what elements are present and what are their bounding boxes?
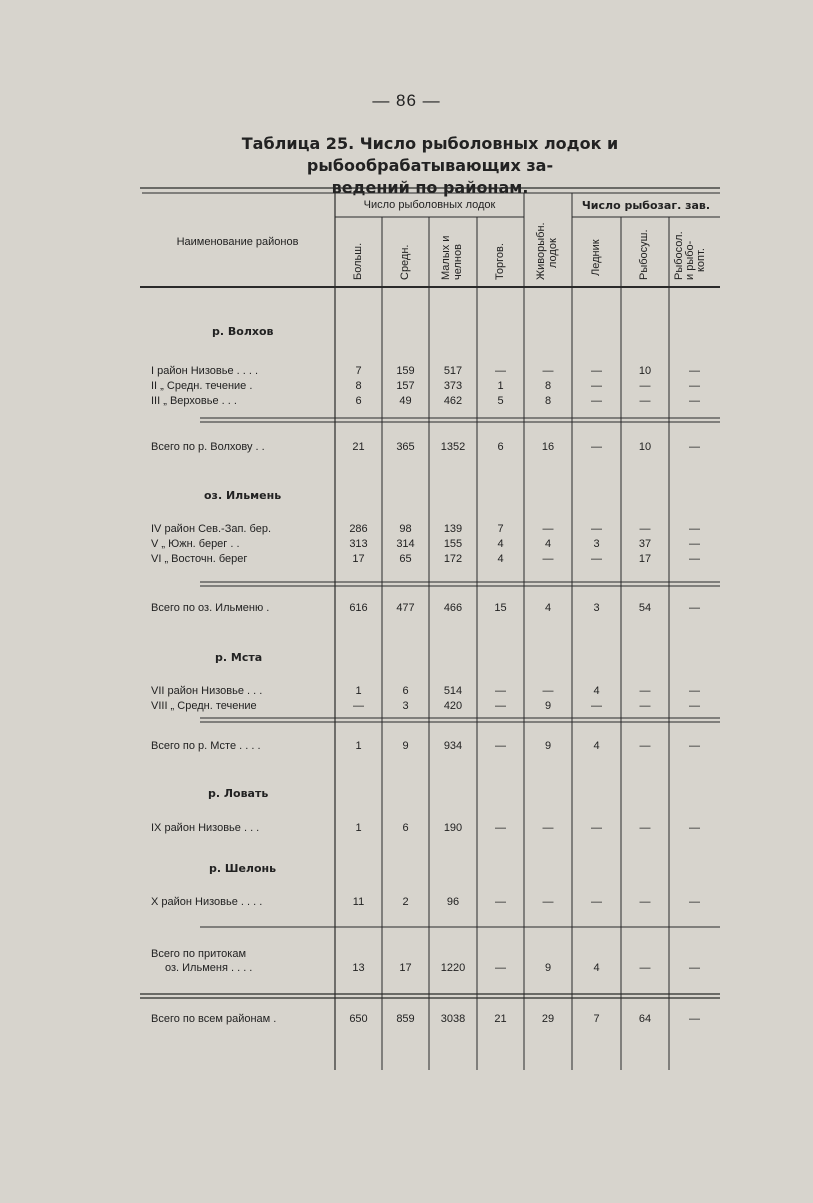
- header-group-plants: Число рыбозаг. зав.: [581, 199, 711, 212]
- header-col-sredn: Средн.: [399, 244, 411, 280]
- header-col-zhivo-2: лодок: [547, 238, 559, 268]
- cell-r4-col-5: —: [542, 523, 554, 535]
- section-shelon: р. Шелонь: [209, 862, 277, 875]
- cell-t2-col-4: 15: [494, 602, 507, 614]
- cell-r9-col-8: —: [689, 822, 700, 834]
- cell-t3-col-3: 934: [443, 740, 463, 752]
- cell-r7-col-6: 4: [593, 685, 600, 697]
- cell-t4-col-5: 9: [544, 962, 552, 974]
- cell-t4-col-7: —: [639, 962, 651, 974]
- cell-t2-col-7: 54: [638, 602, 652, 614]
- header-col-bolsh: Больш.: [352, 242, 364, 280]
- cell-r3-col-5: 8: [544, 395, 552, 407]
- cell-r5-col-7: 37: [638, 538, 652, 550]
- cell-r9-col-2: 6: [402, 822, 409, 834]
- cell-t3-col-4: —: [495, 740, 506, 752]
- row-label-r8: VIII „ Средн. течение: [151, 700, 257, 712]
- cell-r9-col-4: —: [495, 822, 506, 834]
- cell-t4-col-2: 17: [399, 962, 412, 974]
- cell-t1-col-3: 1352: [440, 441, 466, 453]
- row-label-t5: Всего по всем районам .: [151, 1013, 277, 1025]
- cell-r1-col-7: 10: [638, 365, 652, 377]
- cell-t1-col-6: —: [591, 441, 602, 453]
- cell-r10-col-3: 96: [446, 896, 460, 908]
- section-volkhov: р. Волхов: [212, 325, 274, 338]
- cell-t5-col-6: 7: [593, 1013, 600, 1025]
- header-col-torg: Торгов.: [494, 243, 506, 280]
- cell-r7-col-1: 1: [355, 685, 362, 697]
- cell-t1-col-1: 21: [352, 441, 365, 453]
- cell-r10-col-7: —: [639, 896, 651, 908]
- section-ilmen: оз. Ильмень: [204, 489, 282, 502]
- row-label-t2: Всего по оз. Ильменю .: [151, 602, 270, 614]
- cell-r2-col-5: 8: [544, 380, 552, 392]
- cell-r8-col-6: —: [591, 700, 602, 712]
- cell-r4-col-3: 139: [443, 523, 463, 535]
- cell-r3-col-8: —: [689, 395, 700, 407]
- cell-r10-col-1: 11: [352, 896, 365, 908]
- cell-t4-col-6: 4: [593, 962, 600, 974]
- row-label-r2: II „ Средн. течение .: [151, 380, 253, 392]
- cell-r7-col-5: —: [542, 685, 554, 697]
- cell-t3-col-5: 9: [544, 740, 552, 752]
- cell-t3-col-8: —: [689, 740, 700, 752]
- cell-t5-col-5: 29: [541, 1013, 555, 1025]
- row-label-r4: IV район Сев.-Зап. бер.: [151, 523, 272, 535]
- cell-r2-col-8: —: [689, 380, 700, 392]
- row-label-r6: VI „ Восточн. берег: [151, 553, 248, 565]
- cell-r7-col-3: 514: [443, 685, 463, 697]
- cell-r6-col-6: —: [591, 553, 602, 565]
- cell-t4-col-1: 13: [352, 962, 365, 974]
- cell-r8-col-4: —: [495, 700, 506, 712]
- cell-r3-col-1: 6: [355, 395, 362, 407]
- cell-r6-col-3: 172: [443, 553, 463, 565]
- header-col-lednik: Ледник: [590, 239, 602, 276]
- cell-t3-col-1: 1: [355, 740, 362, 752]
- cell-t5-col-1: 650: [349, 1013, 368, 1025]
- cell-r6-col-2: 65: [399, 553, 412, 565]
- cell-r10-col-6: —: [591, 896, 602, 908]
- cell-t5-col-3: 3038: [440, 1013, 466, 1025]
- cell-t1-col-5: 16: [541, 441, 555, 453]
- header-col-ryboso-1: Рыбосол.: [673, 231, 685, 280]
- cell-r7-col-7: —: [639, 685, 651, 697]
- row-label-t4-line-1: Всего по притокам: [151, 948, 247, 960]
- cell-r10-col-5: —: [542, 896, 554, 908]
- cell-r9-col-6: —: [591, 822, 602, 834]
- cell-r8-col-5: 9: [544, 700, 552, 712]
- cell-r7-col-8: —: [689, 685, 700, 697]
- cell-r5-col-6: 3: [593, 538, 600, 550]
- cell-r9-col-1: 1: [355, 822, 362, 834]
- header-group-boats: Число рыболовных лодок: [363, 199, 496, 211]
- cell-t5-col-8: —: [689, 1013, 700, 1025]
- cell-t1-col-4: 6: [497, 441, 504, 453]
- cell-r10-col-4: —: [495, 896, 506, 908]
- cell-t2-col-6: 3: [593, 602, 600, 614]
- cell-r3-col-6: —: [591, 395, 602, 407]
- cell-t1-col-2: 365: [396, 441, 415, 453]
- cell-r4-col-8: —: [689, 523, 700, 535]
- cell-r5-col-2: 314: [396, 538, 415, 550]
- cell-t4-col-8: —: [689, 962, 700, 974]
- page-number: — 86 —: [372, 91, 441, 110]
- cell-r4-col-6: —: [591, 523, 602, 535]
- cell-r3-col-4: 5: [497, 395, 504, 407]
- cell-r2-col-7: —: [639, 380, 651, 392]
- cell-r8-col-1: —: [353, 700, 364, 712]
- cell-r4-col-1: 286: [349, 523, 368, 535]
- cell-t2-col-1: 616: [349, 602, 368, 614]
- cell-r5-col-5: 4: [544, 538, 552, 550]
- cell-t1-col-8: —: [689, 441, 700, 453]
- cell-t5-col-2: 859: [396, 1013, 415, 1025]
- cell-r6-col-4: 4: [497, 553, 504, 565]
- row-label-r5: V „ Южн. берег . .: [151, 538, 240, 550]
- cell-r1-col-5: —: [542, 365, 554, 377]
- cell-r6-col-7: 17: [638, 553, 652, 565]
- cell-t3-col-2: 9: [402, 740, 409, 752]
- header-col-maly-1: Малых и: [440, 235, 452, 280]
- cell-r5-col-3: 155: [443, 538, 463, 550]
- cell-r7-col-2: 6: [402, 685, 409, 697]
- cell-r3-col-2: 49: [399, 395, 412, 407]
- row-label-t3: Всего по р. Мсте . . . .: [151, 740, 261, 752]
- cell-r9-col-3: 190: [443, 822, 463, 834]
- row-label-r3: III „ Верховье . . .: [151, 395, 237, 407]
- cell-r6-col-1: 17: [352, 553, 365, 565]
- cell-r1-col-4: —: [495, 365, 506, 377]
- cell-r10-col-2: 2: [402, 896, 409, 908]
- cell-t5-col-4: 21: [494, 1013, 507, 1025]
- cell-r1-col-3: 517: [443, 365, 463, 377]
- section-msta: р. Мста: [215, 651, 263, 664]
- cell-t3-col-7: —: [639, 740, 651, 752]
- row-label-r9: IX район Низовье . . .: [151, 822, 260, 834]
- cell-t3-col-6: 4: [593, 740, 600, 752]
- section-lovat: р. Ловать: [208, 787, 269, 800]
- cell-t2-col-5: 4: [544, 602, 552, 614]
- header-row-label: Наименование районов: [176, 236, 299, 248]
- row-label-t4-line-2: оз. Ильменя . . . .: [165, 962, 253, 974]
- cell-r9-col-7: —: [639, 822, 651, 834]
- cell-r2-col-2: 157: [396, 380, 415, 392]
- cell-r4-col-7: —: [639, 523, 651, 535]
- cell-t2-col-2: 477: [396, 602, 415, 614]
- cell-r8-col-3: 420: [443, 700, 463, 712]
- cell-r5-col-8: —: [689, 538, 700, 550]
- table-title-line-2: ведений по районам.: [331, 178, 529, 197]
- cell-r8-col-7: —: [639, 700, 651, 712]
- cell-r7-col-4: —: [495, 685, 506, 697]
- cell-r5-col-1: 313: [349, 538, 368, 550]
- cell-r1-col-2: 159: [396, 365, 415, 377]
- cell-t4-col-3: 1220: [440, 962, 466, 974]
- cell-r6-col-8: —: [689, 553, 700, 565]
- cell-t4-col-4: —: [495, 962, 506, 974]
- cell-r2-col-6: —: [591, 380, 602, 392]
- cell-r4-col-2: 98: [399, 523, 412, 535]
- cell-r2-col-3: 373: [443, 380, 463, 392]
- cell-r9-col-5: —: [542, 822, 554, 834]
- row-label-r7: VII район Низовье . . .: [151, 685, 263, 697]
- header-col-ryboush: Рыбосуш.: [638, 229, 650, 280]
- row-label-r1: I район Низовье . . . .: [151, 365, 259, 377]
- header-col-maly-2: челнов: [452, 244, 464, 280]
- cell-r4-col-4: 7: [497, 523, 504, 535]
- cell-r1-col-1: 7: [355, 365, 362, 377]
- row-label-r10: X район Низовье . . . .: [151, 896, 263, 908]
- cell-t1-col-7: 10: [638, 441, 652, 453]
- cell-r2-col-4: 1: [497, 380, 504, 392]
- cell-r2-col-1: 8: [355, 380, 362, 392]
- table-title-line-1: Таблица 25. Число рыболовных лодок и рыбообрабатывающих за-: [241, 134, 619, 175]
- row-label-t1: Всего по р. Волхову . .: [151, 441, 265, 453]
- cell-r8-col-8: —: [689, 700, 700, 712]
- cell-r10-col-8: —: [689, 896, 700, 908]
- cell-r8-col-2: 3: [402, 700, 409, 712]
- cell-t2-col-8: —: [689, 602, 700, 614]
- cell-r3-col-3: 462: [443, 395, 463, 407]
- cell-t2-col-3: 466: [443, 602, 463, 614]
- cell-t5-col-7: 64: [638, 1013, 652, 1025]
- cell-r6-col-5: —: [542, 553, 554, 565]
- header-col-zhivo-1: Живорыбн.: [535, 222, 547, 280]
- header-col-ryboso-3: копт.: [695, 248, 707, 272]
- cell-r5-col-4: 4: [497, 538, 504, 550]
- cell-r3-col-7: —: [639, 395, 651, 407]
- cell-r1-col-8: —: [689, 365, 700, 377]
- cell-r1-col-6: —: [591, 365, 602, 377]
- header-col-ryboso-2: и рыбо-: [684, 240, 696, 280]
